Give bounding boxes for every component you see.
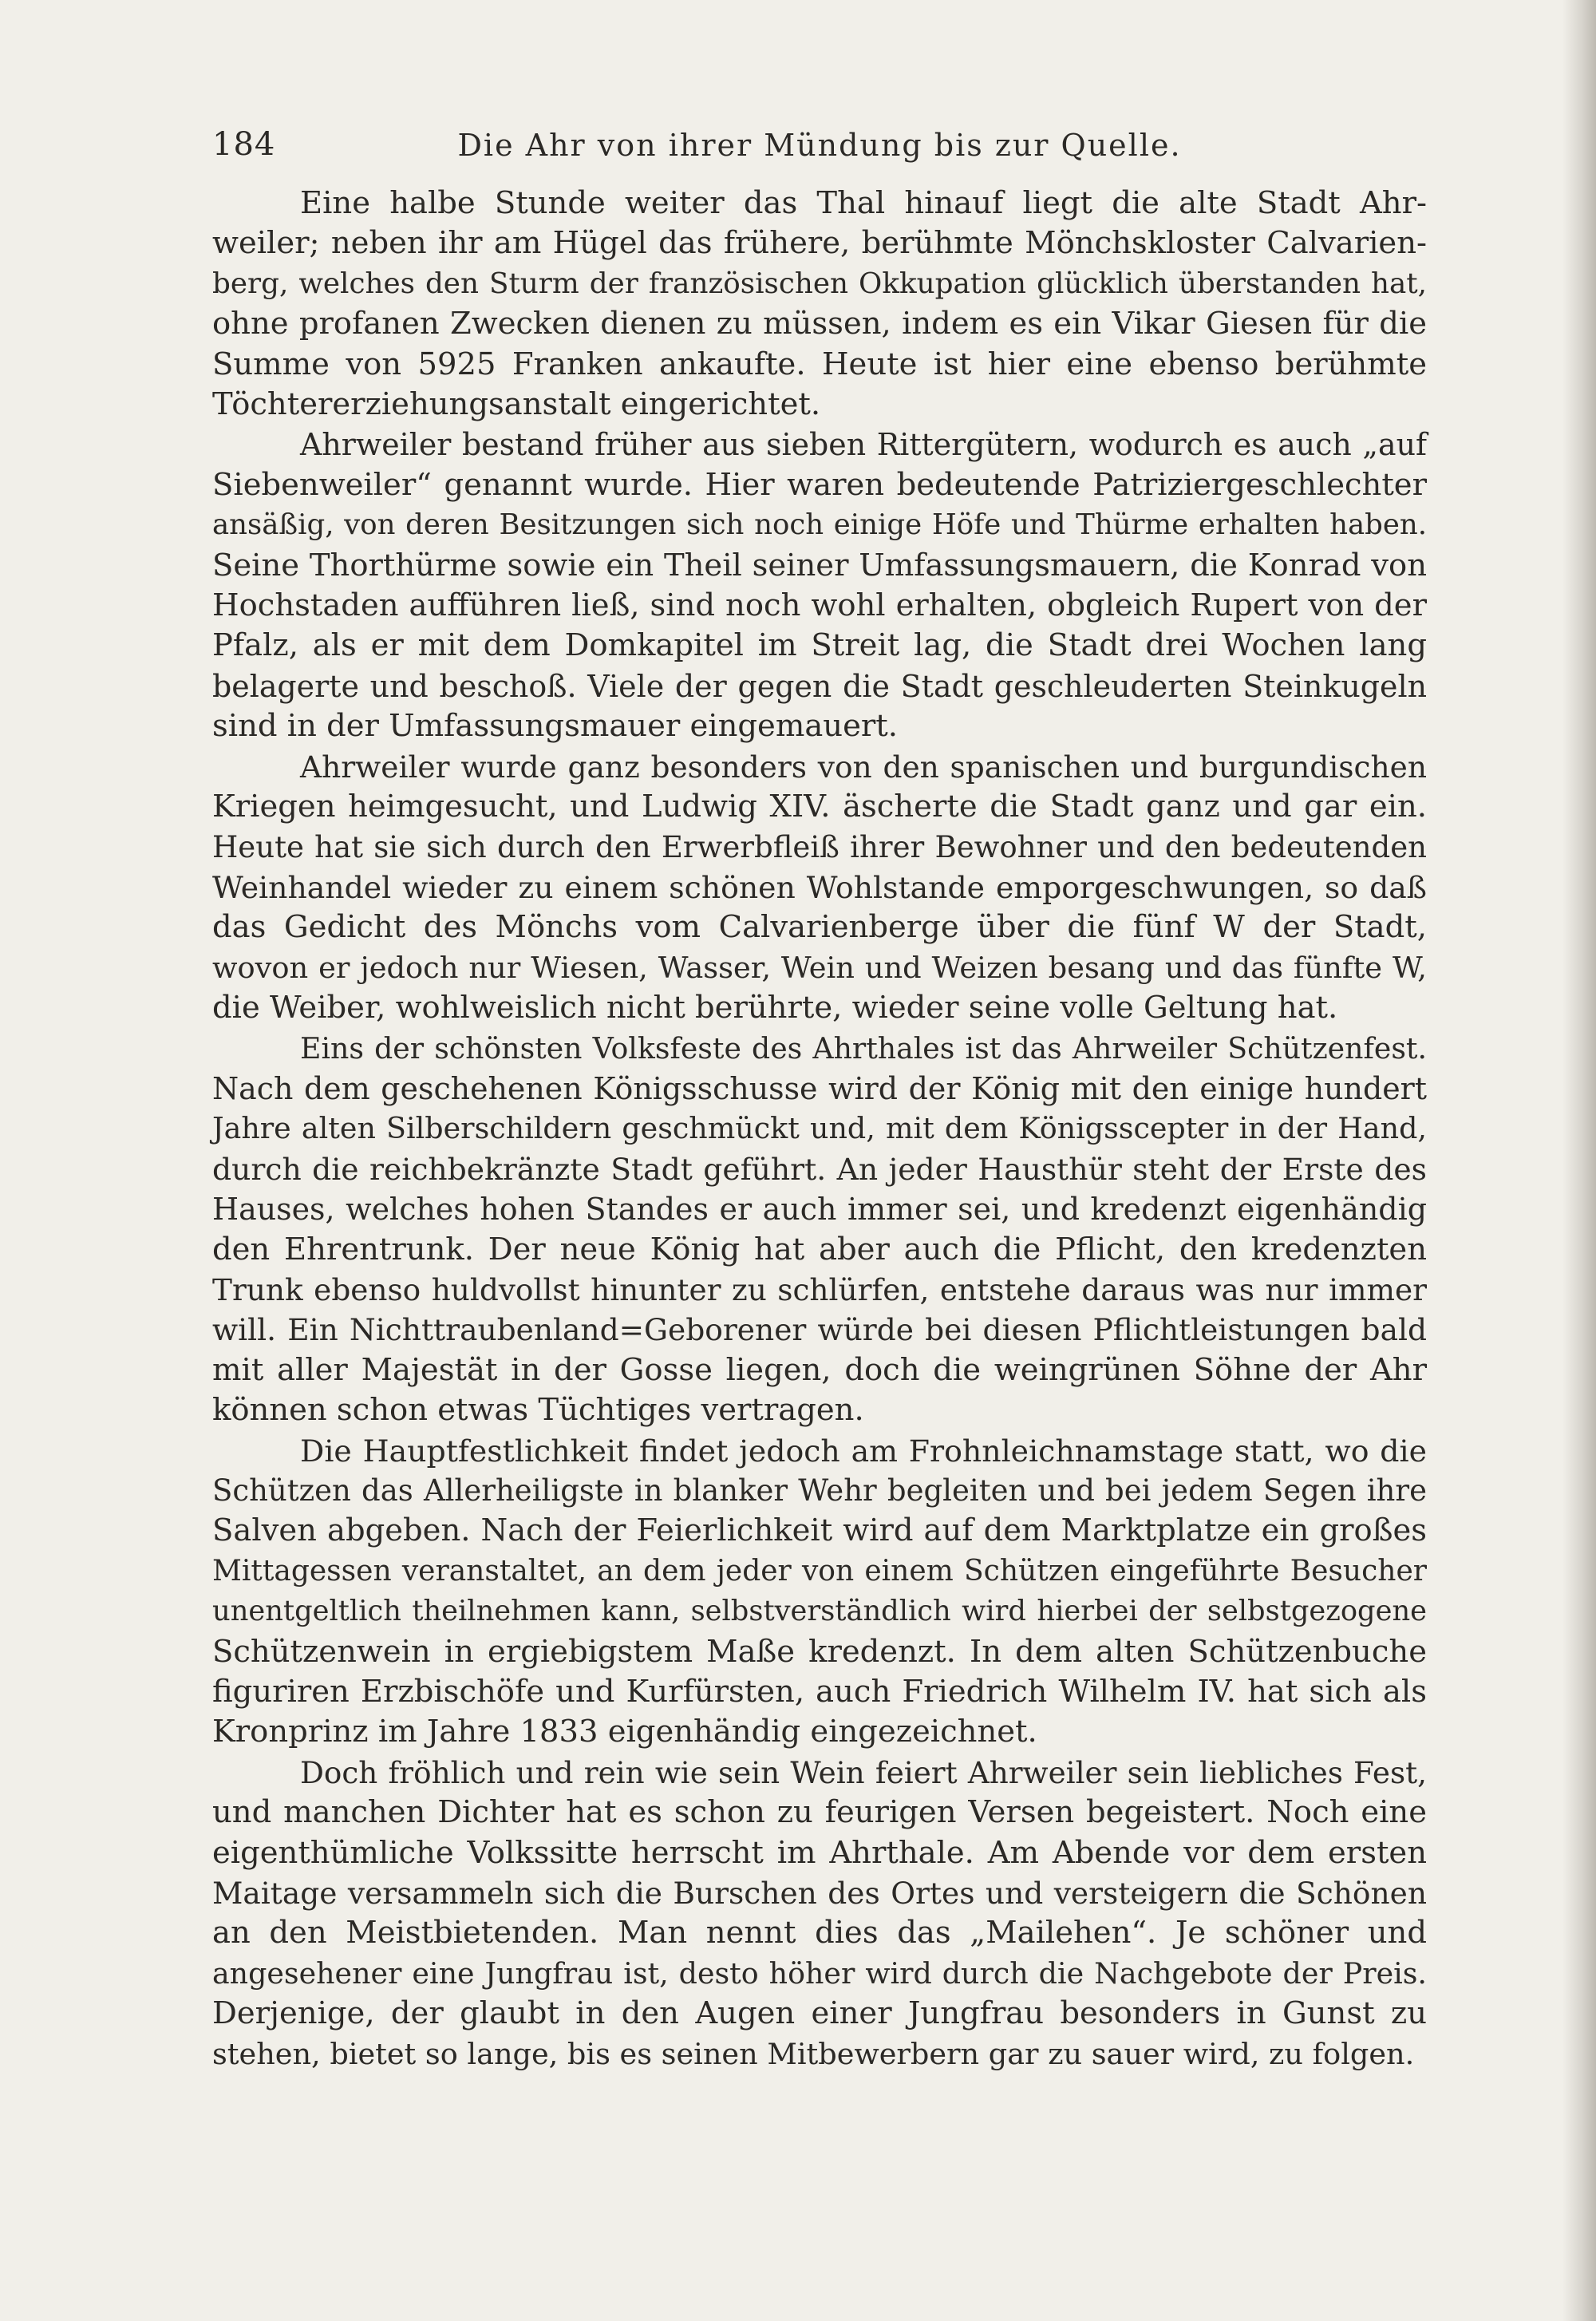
paragraph: [212, 747, 1427, 1029]
text-line: Töchtererziehungsanstalt eingerichtet.: [212, 386, 821, 423]
text-line: und manchen Dichter hat es schon zu feurigen Versen begeistert. Noch eine: [212, 1794, 1427, 1831]
text-line: Siebenweiler“ genannt wurde. Hier waren bedeutende Patriziergeschlechter: [212, 466, 1427, 503]
text-line: ohne profanen Zwecken dienen zu müssen, indem es ein Vikar Giesen für die: [212, 306, 1427, 342]
text-line: mit aller Majestät in der Gosse liegen, doch die weingrünen Söhne der Ahr: [212, 1351, 1427, 1388]
text-line: Hauses, welches hohen Standes er auch immer sei, und kredenzt eigenhändig: [212, 1192, 1427, 1228]
text-line: Salven abgeben. Nach der Feierlichkeit wird auf dem Marktplatze ein großes: [212, 1512, 1427, 1549]
paragraph: [212, 184, 1427, 425]
text-line: Trunk ebenso huldvollst hinunter zu schlürfen, entstehe daraus was nur immer: [212, 1271, 1427, 1307]
text-line: wovon er jedoch nur Wiesen, Wasser, Wein und Weizen besang und das fünfte W,: [212, 950, 1427, 985]
text-line: Schützenwein in ergiebigstem Maße kredenzt. In dem alten Schützenbuche: [212, 1633, 1427, 1670]
text-line: Eine halbe Stunde weiter das Thal hinauf liegt die alte Stadt Ahr-: [300, 185, 1427, 221]
text-line: den Ehrentrunk. Der neue König hat aber auch die Pflicht, den kredenzten: [212, 1231, 1427, 1267]
page-number: 184: [212, 126, 276, 163]
page-edge-shadow: [1562, 0, 1596, 2321]
text-line: können schon etwas Tüchtiges vertragen.: [212, 1392, 864, 1429]
text-line: Doch fröhlich und rein wie sein Wein feiert Ahrweiler sein liebliches Fest,: [300, 1754, 1427, 1790]
text-line: Die Hauptfestlichkeit findet jedoch am Frohnleichnamstage statt, wo die: [300, 1433, 1427, 1469]
text-line: Kriegen heimgesucht, und Ludwig XIV. äscherte die Stadt ganz und gar ein.: [212, 789, 1427, 825]
text-line: will. Ein Nichttraubenland=Geborener würde bei diesen Pflichtleistungen bald: [212, 1312, 1427, 1348]
text-line: Kronprinz im Jahre 1833 eigenhändig eingezeichnet.: [212, 1714, 1037, 1750]
text-line: Seine Thorthürme sowie ein Theil seiner Umfassungsmauern, die Konrad von: [212, 547, 1427, 583]
text-line: durch die reichbekränzte Stadt geführt. An jeder Hausthür steht der Erste des: [212, 1151, 1427, 1187]
text-line: stehen, bietet so lange, bis es seinen Mitbewerbern gar zu sauer wird, zu folgen.: [212, 2036, 1415, 2071]
text-line: Mittagessen veranstaltet, an dem jeder von einem Schützen eingeführte Besucher: [212, 1554, 1427, 1588]
text-line: Ahrweiler wurde ganz besonders von den spanischen und burgundischen: [300, 749, 1427, 785]
paragraph: [212, 1029, 1427, 1431]
text-line: Jahre alten Silberschildern geschmückt und, mit dem Königsscepter in der Hand,: [212, 1111, 1427, 1146]
text-line: an den Meistbietenden. Man nennt dies das „Mailehen“. Je schöner und: [212, 1915, 1427, 1951]
text-line: Summe von 5925 Franken ankaufte. Heute ist hier eine ebenso berühmte: [212, 346, 1427, 382]
text-line: weiler; neben ihr am Hügel das frühere, berühmte Mönchskloster Calvarien-: [212, 225, 1427, 262]
page-header: [212, 126, 1427, 174]
text-line: berg, welches den Sturm der französischen Okkupation glücklich überstanden hat,: [212, 267, 1427, 300]
text-line: Maitage versammeln sich die Burschen des Ortes und versteigern die Schönen: [212, 1876, 1427, 1912]
text-line: Weinhandel wieder zu einem schönen Wohlstande emporgeschwungen, so daß: [212, 869, 1427, 905]
text-line: das Gedicht des Mönchs vom Calvarienberge über die fünf W der Stadt,: [212, 909, 1427, 946]
body-text: [212, 184, 1427, 2074]
text-line: unentgeltlich theilnehmen kann, selbstverständlich wird hierbei der selbstgezogene: [212, 1595, 1427, 1628]
text-line: Derjenige, der glaubt in den Augen einer Jungfrau besonders in Gunst zu: [212, 1995, 1427, 2032]
paragraph: [212, 1753, 1427, 2074]
text-line: Heute hat sie sich durch den Erwerbfleiß ihrer Bewohner und den bedeutenden: [212, 829, 1427, 864]
text-line: Eins der schönsten Volksfeste des Ahrthales ist das Ahrweiler Schützenfest.: [300, 1030, 1427, 1066]
text-line: eigenthümliche Volkssitte herrscht im Ahrthale. Am Abende vor dem ersten: [212, 1834, 1427, 1871]
text-line: angesehener eine Jungfrau ist, desto höher wird durch die Nachgebote der Preis.: [212, 1955, 1427, 1991]
text-line: Nach dem geschehenen Königsschusse wird der König mit den einige hundert: [212, 1070, 1427, 1106]
text-line: Schützen das Allerheiligste in blanker Wehr begleiten und bei jedem Segen ihre: [212, 1473, 1427, 1508]
text-line: belagerte und beschoß. Viele der gegen die Stadt geschleuderten Steinkugeln: [212, 668, 1427, 704]
paragraph: [212, 1431, 1427, 1753]
text-line: figuriren Erzbischöfe und Kurfürsten, auch Friedrich Wilhelm IV. hat sich als: [212, 1674, 1427, 1710]
running-title: Die Ahr von ihrer Mündung bis zur Quelle.: [457, 128, 1182, 163]
paragraph: [212, 425, 1427, 746]
text-line: Hochstaden aufführen ließ, sind noch wohl erhalten, obgleich Rupert von der: [212, 587, 1427, 624]
text-line: Ahrweiler bestand früher aus sieben Rittergütern, wodurch es auch „auf: [300, 427, 1427, 463]
text-line: sind in der Umfassungsmauer eingemauert.: [212, 708, 898, 745]
text-line: Pfalz, als er mit dem Domkapitel im Streit lag, die Stadt drei Wochen lang: [212, 627, 1427, 664]
text-line: die Weiber, wohlweislich nicht berührte, wieder seine volle Geltung hat.: [212, 990, 1338, 1026]
text-line: ansäßig, von deren Besitzungen sich noch einige Höfe und Thürme erhalten haben.: [212, 508, 1427, 542]
